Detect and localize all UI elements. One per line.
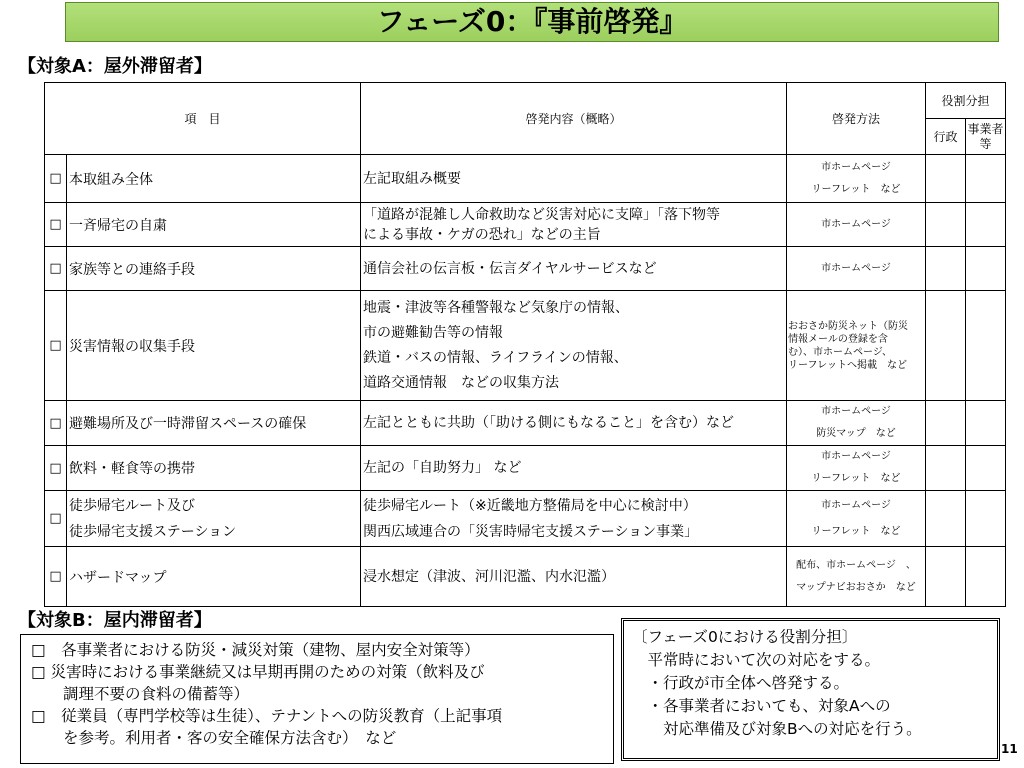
item-text: 避難場所及び一時滞留スペースの確保: [69, 416, 307, 432]
method-text: 市ホームページ: [821, 161, 891, 173]
item-text: 家族等との連絡手段: [69, 261, 195, 278]
table-row: [45, 401, 1006, 446]
checkbox-icon: □: [45, 203, 67, 247]
item-text: 一斉帰宅の自粛: [69, 217, 167, 234]
method-text: マップナビおおさか など: [796, 581, 916, 593]
role-line: 対応準備及び対象Bへの対応を行う。: [632, 720, 922, 738]
method-text: 配布、市ホームページ 、: [796, 559, 916, 571]
role-gov-cell: [926, 491, 966, 547]
method-text: 市ホームページ: [821, 406, 891, 417]
content-text: 徒歩帰宅ルート（※近畿地方整備局を中心に検討中）: [363, 497, 697, 514]
header-biz: 事業者等: [966, 119, 1006, 155]
role-gov-cell: [926, 247, 966, 291]
role-biz-cell: [966, 446, 1006, 491]
method-text: 市ホームページ: [821, 451, 891, 462]
content-cell: [361, 491, 787, 547]
role-gov-cell: [926, 446, 966, 491]
content-text: 左記取組み概要: [363, 170, 462, 187]
method-text: む）、市ホームページ、: [788, 346, 893, 358]
method-cell: [787, 446, 926, 491]
role-line: ・各事業者においても、対象Aへの: [632, 697, 891, 715]
role-biz-cell: [966, 247, 1006, 291]
item-cell: [67, 446, 361, 491]
page-title: フェーズ0：『事前啓発』: [65, 2, 999, 42]
role-biz-cell: [966, 491, 1006, 547]
role-biz-cell: [966, 203, 1006, 247]
table-row: [45, 291, 1006, 401]
method-text: 情報メールの登録を含: [788, 333, 888, 345]
method-text: おおさか防災ネット（防災: [788, 320, 909, 332]
section-b-item: 調理不要の食料の備蓄等）: [63, 685, 250, 703]
table-row: [45, 247, 1006, 291]
table-row: [45, 155, 1006, 203]
item-text: 徒歩帰宅ルート及び: [69, 497, 195, 514]
item-cell: [67, 401, 361, 446]
role-gov-cell: [926, 401, 966, 446]
page-number: 11: [1001, 742, 1018, 756]
content-text: 「道路が混雑し人命救助など災害対応に支障」「落下物等: [363, 206, 721, 223]
role-line: 〔フェーズ0における役割分担〕: [632, 628, 858, 646]
header-content: 啓発内容（概略）: [361, 83, 787, 155]
role-sharing-box: [621, 618, 1000, 761]
content-text: 道路交通情報 などの収集方法: [363, 374, 560, 391]
role-biz-cell: [966, 155, 1006, 203]
method-text: 防災マップ など: [816, 428, 896, 439]
item-cell: [67, 247, 361, 291]
method-text: リーフレット など: [811, 473, 901, 484]
method-text: リーフレットへ掲載 など: [788, 359, 908, 371]
checkbox-icon: □: [45, 155, 67, 203]
measures-table: [44, 82, 1006, 607]
method-text: 市ホームページ: [821, 218, 891, 230]
content-cell: [361, 547, 787, 607]
role-gov-cell: [926, 291, 966, 401]
section-b-box: [20, 634, 614, 764]
section-a-heading: 【対象A：屋外滞留者】: [18, 56, 212, 77]
method-text: リーフレット など: [811, 525, 901, 537]
method-cell: [787, 401, 926, 446]
content-cell: [361, 401, 787, 446]
method-cell: [787, 547, 926, 607]
content-cell: [361, 446, 787, 491]
item-cell: [67, 155, 361, 203]
item-text: ハザードマップ: [69, 569, 167, 586]
content-text: 浸水想定（津波、河川氾濫、内水氾濫）: [363, 568, 616, 585]
role-biz-cell: [966, 547, 1006, 607]
checkbox-icon: □: [45, 401, 67, 446]
method-cell: [787, 247, 926, 291]
method-text: 市ホームページ: [821, 499, 891, 511]
role-biz-cell: [966, 291, 1006, 401]
item-cell: [67, 491, 361, 547]
checkbox-icon: □: [45, 291, 67, 401]
content-text: 地震・津波等各種警報など気象庁の情報、: [363, 299, 630, 316]
method-cell: [787, 203, 926, 247]
role-line: ・行政が市全体へ啓発する。: [632, 674, 850, 692]
item-cell: [67, 547, 361, 607]
method-cell: [787, 491, 926, 547]
content-text: 左記の「自助努力」 など: [363, 460, 522, 476]
role-gov-cell: [926, 155, 966, 203]
item-cell: [67, 203, 361, 247]
role-gov-cell: [926, 203, 966, 247]
content-text: による事故・ケガの恐れ」などの主旨: [363, 226, 601, 243]
section-b-item: □ 各事業者における防災・減災対策（建物、屋内安全対策等）: [31, 641, 480, 659]
method-cell: [787, 291, 926, 401]
table-row: [45, 203, 1006, 247]
section-b-heading: 【対象B：屋内滞留者】: [18, 610, 212, 631]
item-text: 飲料・軽食等の携帯: [69, 461, 195, 477]
content-text: 鉄道・バスの情報、ライフラインの情報、: [363, 349, 628, 366]
item-cell: [67, 291, 361, 401]
table-row: [45, 491, 1006, 547]
checkbox-icon: □: [45, 491, 67, 547]
section-b-item: □ 従業員（専門学校等は生徒）、テナントへの防災教育（上記事項: [31, 707, 503, 725]
content-cell: [361, 203, 787, 247]
item-text: 災害情報の収集手段: [69, 338, 195, 355]
header-gov: 行政: [926, 119, 966, 155]
role-biz-cell: [966, 401, 1006, 446]
content-text: 関西広域連合の「災害時帰宅支援ステーション事業」: [363, 523, 699, 540]
section-b-item: を参考。利用者・客の安全確保方法含む） など: [63, 729, 397, 747]
content-cell: [361, 155, 787, 203]
content-cell: [361, 247, 787, 291]
table-row: [45, 547, 1006, 607]
header-method: 啓発方法: [787, 83, 926, 155]
item-text: 本取組み全体: [69, 171, 153, 188]
header-roles: 役割分担: [926, 83, 1006, 119]
checkbox-icon: □: [45, 247, 67, 291]
checkbox-icon: □: [45, 547, 67, 607]
method-text: リーフレット など: [811, 183, 901, 195]
method-text: 市ホームページ: [821, 262, 891, 274]
item-text: 徒歩帰宅支援ステーション: [69, 523, 237, 540]
content-cell: [361, 291, 787, 401]
header-item: 項 目: [45, 83, 361, 155]
table-row: [45, 446, 1006, 491]
content-text: 市の避難勧告等の情報: [363, 324, 504, 341]
section-b-item: □ 災害時における事業継続又は早期再開のための対策（飲料及び: [31, 663, 485, 681]
checkbox-icon: □: [45, 446, 67, 491]
content-text: 通信会社の伝言板・伝言ダイヤルサービスなど: [363, 260, 657, 277]
content-text: 左記とともに共助（「助ける側にもなること」を含む）など: [363, 415, 735, 431]
method-cell: [787, 155, 926, 203]
role-gov-cell: [926, 547, 966, 607]
role-line: 平常時において次の対応をする。: [632, 651, 881, 669]
